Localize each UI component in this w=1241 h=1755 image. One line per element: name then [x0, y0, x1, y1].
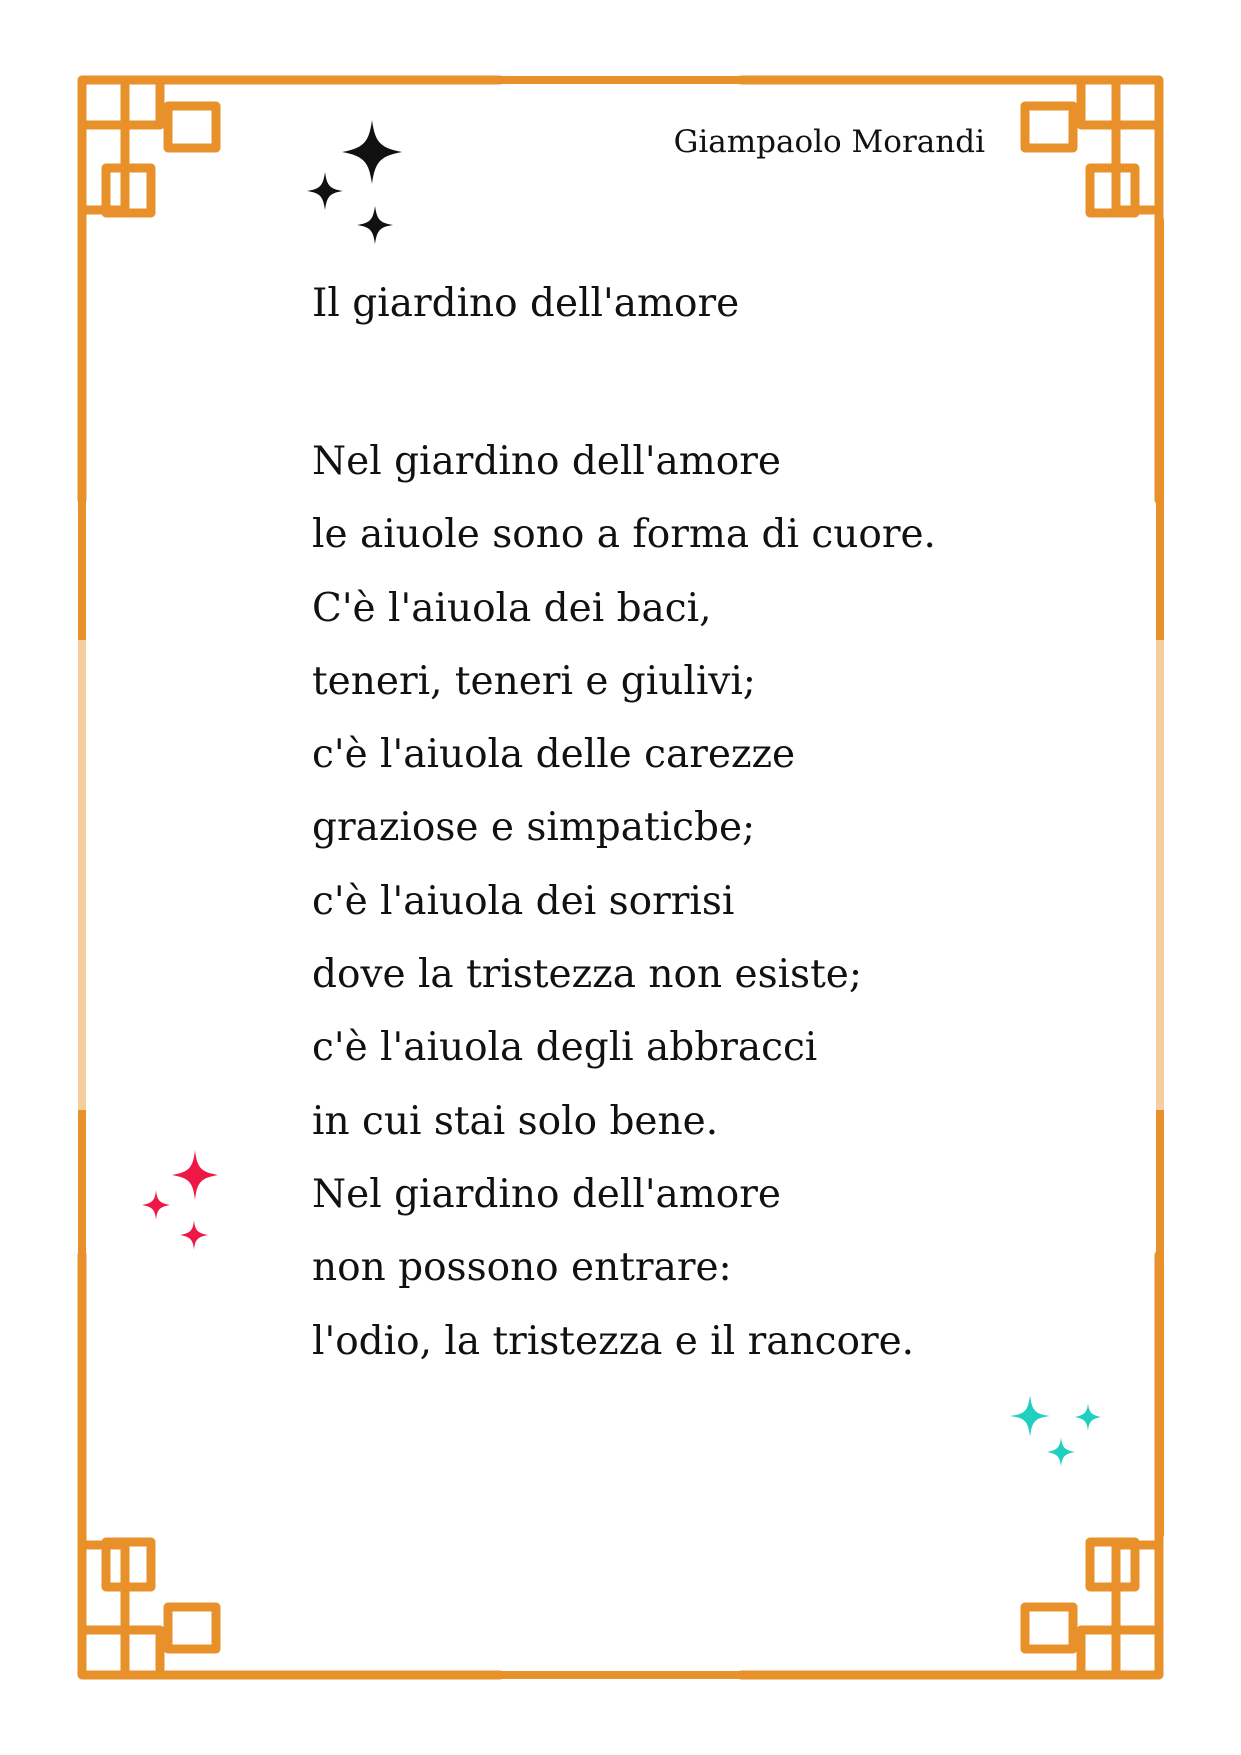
poem-verse: l'odio, la tristezza e il rancore. — [312, 1318, 915, 1364]
poem-verse: c'è l'aiuola delle carezze — [312, 732, 796, 778]
poem-body — [312, 425, 936, 1378]
sparkles-red-icon — [138, 1150, 228, 1260]
poem-verse: le aiuole sono a forma di cuore. — [312, 512, 936, 558]
poem-verse: Nel giardino dell'amore — [312, 439, 781, 484]
poem-verse: c'è l'aiuola dei sorrisi — [312, 878, 735, 924]
poem-verse: Nel giardino dell'amore — [312, 1171, 781, 1217]
sparkles-black-icon — [300, 120, 410, 250]
poem-verse: teneri, teneri e giulivi; — [312, 658, 756, 704]
poem-title: Il giardino dell'amore — [312, 281, 740, 326]
poem-verse: in cui stai solo bene. — [312, 1098, 719, 1144]
poem-verse: c'è l'aiuola degli abbracci — [312, 1025, 818, 1071]
author-name: Giampaolo Morandi — [673, 124, 985, 160]
poem-verse: graziose e simpaticbe; — [312, 805, 756, 851]
poem-verse: non possono entrare: — [312, 1245, 732, 1291]
sparkles-teal-icon — [1000, 1395, 1110, 1485]
poem-verse: dove la tristezza non esiste; — [312, 952, 862, 998]
poem-verse: C'è l'aiuola dei baci, — [312, 585, 712, 631]
